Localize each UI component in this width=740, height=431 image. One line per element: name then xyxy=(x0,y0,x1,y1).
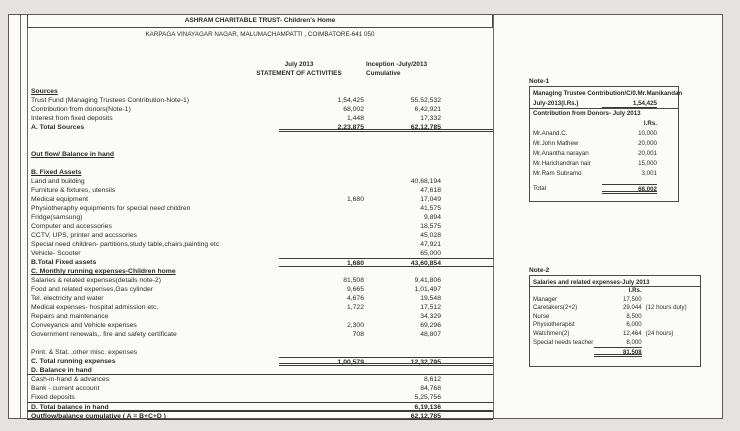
salary-row xyxy=(530,296,700,305)
note2-total-amount: 81,508 xyxy=(594,347,641,357)
july-value: 9,665 xyxy=(346,286,364,293)
cumulative-value: 9,41,806 xyxy=(414,277,441,284)
note1-total-row: Total 68,002 xyxy=(533,185,657,193)
row-label: Special need children- partitions,study table,chairs,painting etc xyxy=(31,241,220,248)
row-label: Repairs and maintenance xyxy=(31,313,109,320)
total-balance-in-hand-row xyxy=(27,402,493,411)
july-value: 708 xyxy=(352,331,364,338)
donor-row xyxy=(530,169,678,179)
note2-total-row xyxy=(530,347,700,357)
donor-name: Mr.Ram Subramo xyxy=(533,170,582,177)
cumulative-value: 69,296 xyxy=(420,322,441,329)
donor-row xyxy=(530,139,678,149)
salary-amount: 6,000 xyxy=(626,321,642,329)
address-line: KARPAGA VINAYAGAR NAGAR, MALUMACHAMPATTI , COIMBATORE-641 050 xyxy=(145,31,375,38)
cumulative-value: 8,612 xyxy=(423,376,441,383)
statement-row xyxy=(27,330,493,339)
total-sources-row xyxy=(27,123,493,132)
row-label: Salaries & related expenses(details note-2) xyxy=(31,277,161,284)
cumulative-value: 18,575 xyxy=(420,223,441,230)
statement-row xyxy=(27,195,493,204)
salary-amount: 8,500 xyxy=(626,312,642,320)
notes-divider-line xyxy=(493,15,494,418)
column-header-july-line2: STATEMENT OF ACTIVITIES xyxy=(256,70,342,77)
donor-name: Mr.Harichandran nair xyxy=(533,160,591,167)
column-header-july-line1: July 2013 xyxy=(284,61,314,68)
statement-row xyxy=(27,375,493,384)
cumulative-value: 84,768 xyxy=(420,385,441,392)
row-label: Vehicle- Scooter xyxy=(31,250,81,257)
salary-amount: 8,000 xyxy=(626,338,642,346)
salary-note xyxy=(642,321,697,330)
july-value: 1,680 xyxy=(346,196,364,203)
salary-row xyxy=(530,313,700,322)
salary-note xyxy=(642,296,697,305)
salary-role: Nurse xyxy=(533,312,550,320)
statement-row xyxy=(27,285,493,294)
cumulative-value: 45,028 xyxy=(420,232,441,239)
section-header-sources xyxy=(27,87,493,96)
row-label: Contribution from donors(Note-1) xyxy=(31,106,131,113)
row-label: Sources xyxy=(31,88,58,95)
row-label: Computer and accessories xyxy=(31,223,112,230)
row-label: Outflow/balance cumulative ( A = B+C+D ) xyxy=(31,413,166,420)
donor-row xyxy=(530,129,678,139)
statement-row xyxy=(27,96,493,105)
salary-amount: 17,500 xyxy=(623,295,642,303)
column-header-cum-line2: Cumulative xyxy=(366,70,401,77)
note1-trustee-row: July-2013(I.Rs.) 1,54,425 xyxy=(530,99,678,109)
statement-row xyxy=(27,213,493,222)
salary-row xyxy=(530,321,700,330)
salary-row xyxy=(530,330,700,339)
row-label: Food and related expenses,Gas cylinder xyxy=(31,286,154,293)
july-value: 1,680 xyxy=(346,260,364,267)
cumulative-value: 55,52,532 xyxy=(410,97,441,104)
statement-row xyxy=(27,222,493,231)
row-label: Cash-in-hand & advances xyxy=(31,376,110,383)
statement-row xyxy=(27,312,493,321)
cumulative-value: 1,01,497 xyxy=(414,286,441,293)
salary-note xyxy=(642,313,697,322)
cumulative-value: 40,68,194 xyxy=(410,178,441,185)
donor-name: Mr.Anantha narayan xyxy=(533,150,589,157)
trustee-amount: 1,54,425 xyxy=(602,99,657,108)
note1-label: Note-1 xyxy=(529,78,550,85)
salary-row xyxy=(530,339,700,348)
july-value: 1,722 xyxy=(346,304,364,311)
row-label: Medical equipment xyxy=(31,196,89,203)
row-label: D. Balance in hand xyxy=(31,367,92,374)
salary-amount: 29,044 xyxy=(623,304,642,312)
section-header-outflow xyxy=(27,150,493,159)
section-header-balance-in-hand xyxy=(27,366,493,375)
note2-unit-row xyxy=(530,287,700,296)
cumulative-value: 43,60,854 xyxy=(410,260,441,267)
july-value xyxy=(279,222,364,231)
salary-role: Caretakers(2+2) xyxy=(533,304,578,312)
salary-role: Physiotherapist xyxy=(533,321,575,329)
july-value xyxy=(279,177,364,186)
row-label: Land and building xyxy=(31,178,85,185)
statement-row xyxy=(27,249,493,258)
cumulative-value: 47,618 xyxy=(420,187,441,194)
july-value xyxy=(279,393,364,402)
statement-table xyxy=(27,87,493,420)
donor-name: Mr.Anand.C. xyxy=(533,130,568,137)
salary-role: Watchmen(2) xyxy=(533,329,570,337)
donor-amount: 20,000 xyxy=(638,140,657,147)
outflow-cumulative-row xyxy=(27,411,493,420)
row-label: Tel. electricity and water xyxy=(31,295,104,302)
total-fixed-assets-row xyxy=(27,258,493,267)
spacer xyxy=(27,339,493,348)
statement-row xyxy=(27,294,493,303)
statement-row xyxy=(27,204,493,213)
cumulative-value: 9,894 xyxy=(423,214,441,221)
statement-row xyxy=(27,105,493,114)
column-header-cumulative xyxy=(366,60,456,78)
july-value xyxy=(279,231,364,240)
section-header-fixed-assets xyxy=(27,168,493,177)
statement-row xyxy=(27,186,493,195)
cumulative-value: 62,12,785 xyxy=(410,124,441,131)
july-value: 1,448 xyxy=(346,115,364,122)
statement-row xyxy=(27,321,493,330)
july-value: 4,676 xyxy=(346,295,364,302)
july-value xyxy=(279,249,364,258)
note1-subheading: Contribution from Donors- July 2013 xyxy=(533,110,641,117)
july-value xyxy=(279,240,364,249)
note2-label: Note-2 xyxy=(529,267,550,274)
cumulative-value: 6,19,136 xyxy=(414,404,441,411)
statement-row xyxy=(27,177,493,186)
donor-row xyxy=(530,149,678,159)
row-label: Print. & Stat. ,other misc. expenses xyxy=(31,349,138,356)
july-value: 1,00,579 xyxy=(337,359,364,366)
statement-row xyxy=(27,384,493,393)
cumulative-value: 6,42,921 xyxy=(414,106,441,113)
cumulative-value: 12,32,795 xyxy=(410,359,441,366)
note1-box xyxy=(529,86,683,202)
statement-row xyxy=(27,240,493,249)
cumulative-value: 62,12,785 xyxy=(410,413,441,420)
row-label: Conveyance and Vehicle expenses xyxy=(31,322,137,329)
currency-unit: I.Rs. xyxy=(628,287,642,294)
row-label: B. Fixed Assets xyxy=(31,169,82,176)
donor-amount: 15,000 xyxy=(638,160,657,167)
row-label: C. Monthly running expenses-Children home xyxy=(31,268,176,275)
statement-row xyxy=(27,231,493,240)
row-label: Furniture & fixtures, utensils xyxy=(31,187,116,194)
row-label: Fixed deposits xyxy=(31,394,75,401)
row-label: Physiotheraphy equipments for special need children xyxy=(31,205,191,212)
cumulative-value: 17,512 xyxy=(420,304,441,311)
note1-unit-row xyxy=(530,119,678,129)
note2-box xyxy=(529,275,701,367)
section-header-running-expenses xyxy=(27,267,493,276)
left-margin-line xyxy=(20,15,21,418)
cumulative-value: 17,049 xyxy=(420,196,441,203)
cumulative-value: 5,25,756 xyxy=(414,394,441,401)
july-value xyxy=(279,375,364,384)
donor-amount: 3,001 xyxy=(641,170,657,177)
row-label: Fridge(samsung) xyxy=(31,214,83,221)
july-value xyxy=(279,213,364,222)
note1-total-amount: 68,002 xyxy=(602,184,657,194)
note2-heading: Salaries and related expenses-July 2013 xyxy=(530,278,700,287)
statement-row xyxy=(27,114,493,123)
salary-role: Manager xyxy=(533,295,558,303)
row-label: B.Total Fixed assets xyxy=(31,259,97,266)
july-value: 1,54,425 xyxy=(337,97,364,104)
row-label: D. Total balance in hand xyxy=(31,404,109,411)
july-value xyxy=(279,312,364,321)
july-value: 2,23,875 xyxy=(337,124,364,131)
spacer xyxy=(27,132,493,141)
cumulative-value: 19,548 xyxy=(420,295,441,302)
donor-amount: 20,001 xyxy=(638,150,657,157)
july-value xyxy=(279,384,364,393)
statement-row xyxy=(27,276,493,285)
document-sheet xyxy=(8,14,723,419)
july-value xyxy=(279,186,364,195)
cumulative-value: 41,575 xyxy=(420,205,441,212)
row-label: CCTV, UPS, printer and accssories xyxy=(31,232,137,239)
row-label: Medical expenses- hospital admission etc. xyxy=(31,304,159,311)
column-header-july xyxy=(239,60,359,78)
july-value: 68,002 xyxy=(343,106,364,113)
statement-row xyxy=(27,348,493,357)
donor-name: Mr.John Mathew xyxy=(533,140,579,147)
salary-note: (24 hours) xyxy=(645,329,674,337)
cumulative-value: 17,332 xyxy=(420,115,441,122)
currency-unit: I.Rs. xyxy=(643,120,657,127)
july-value xyxy=(279,403,364,410)
donor-row xyxy=(530,159,678,169)
cumulative-value: 65,000 xyxy=(420,250,441,257)
salary-note xyxy=(642,339,697,348)
statement-row xyxy=(27,393,493,402)
page-title: ASHRAM CHARITABLE TRUST- Children's Home xyxy=(27,15,493,28)
salary-row xyxy=(530,304,700,313)
july-value xyxy=(279,412,364,419)
spacer xyxy=(27,159,493,168)
row-label: Out flow/ Balance in hand xyxy=(31,151,115,158)
row-label: A. Total Sources xyxy=(31,124,85,131)
row-label: Government renewals,. fire and safety certificate xyxy=(31,331,177,338)
july-value xyxy=(279,204,364,213)
row-label: Bank - current account xyxy=(31,385,100,392)
salary-amount: 12,464 xyxy=(623,329,642,337)
column-header-cum-line1: Inception -July/2013 xyxy=(366,61,428,68)
row-label: Interest from fixed deposits xyxy=(31,115,113,122)
total-running-expenses-row xyxy=(27,357,493,366)
donor-amount: 10,000 xyxy=(638,130,657,137)
salary-role: Special needs teacher xyxy=(533,338,594,346)
note1-heading: Managing Trustee Contribution/C/0.Mr.Manikandan xyxy=(533,90,683,97)
cumulative-value: 48,807 xyxy=(420,331,441,338)
spacer xyxy=(27,141,493,150)
row-label: Trust Fund (Managing Trustees Contribution-Note-1) xyxy=(31,97,190,104)
cumulative-value: 34,329 xyxy=(420,313,441,320)
salary-note: (12 hours duty) xyxy=(645,304,687,312)
cumulative-value: 47,921 xyxy=(420,241,441,248)
july-value: 81,508 xyxy=(343,277,364,284)
statement-row xyxy=(27,303,493,312)
july-value: 2,300 xyxy=(346,322,364,329)
row-label: C. Total running expenses xyxy=(31,358,116,365)
